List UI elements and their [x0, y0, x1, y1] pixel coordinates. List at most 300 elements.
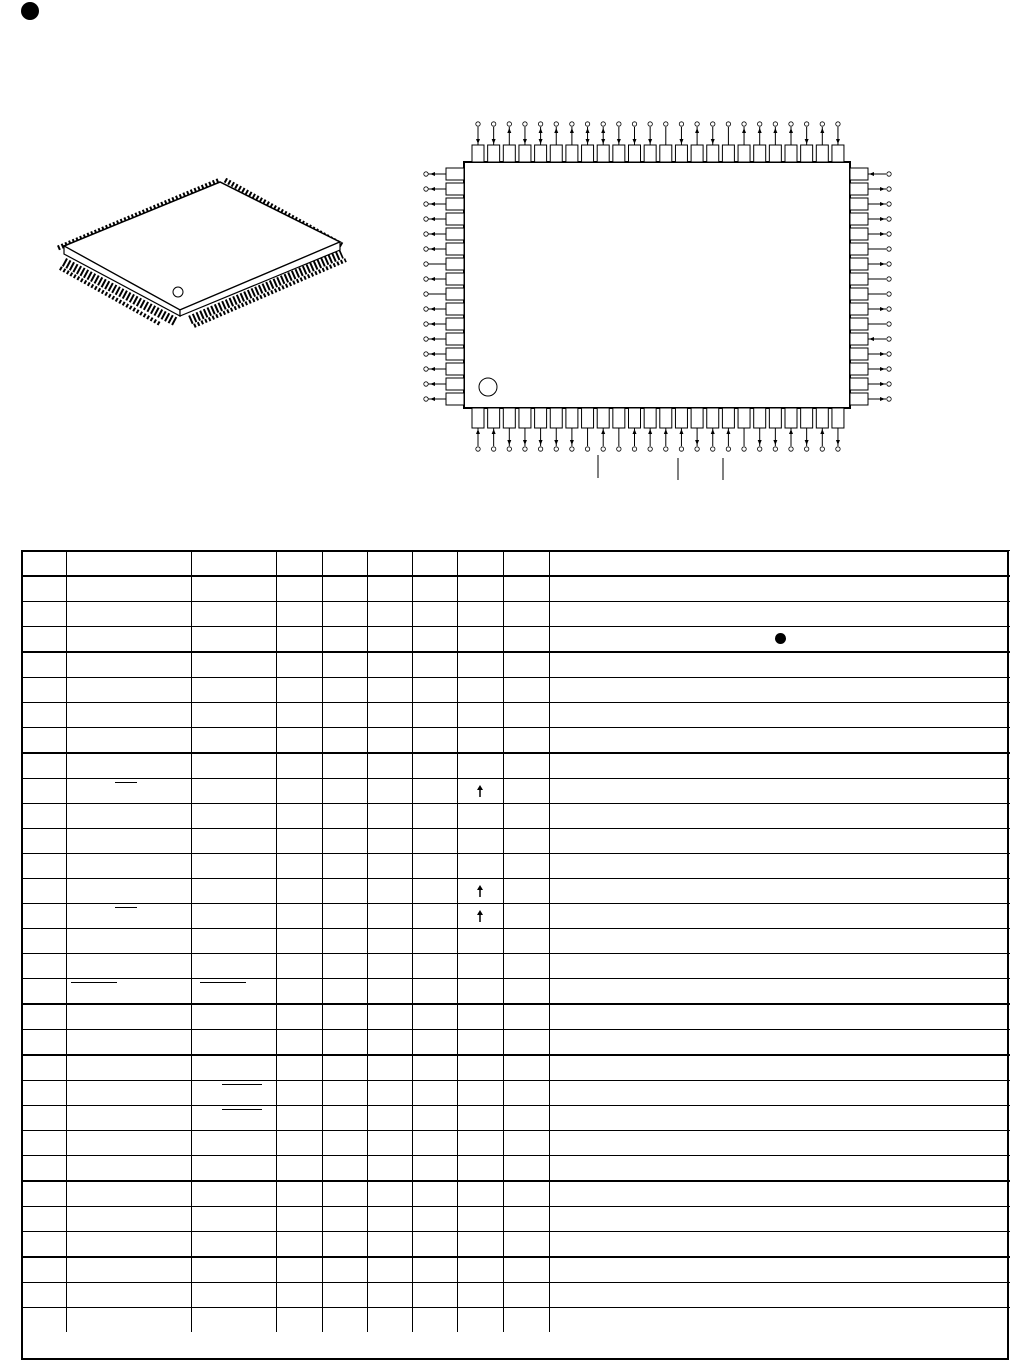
- left-pin: [446, 168, 464, 180]
- table-cell: [549, 954, 1010, 979]
- table-cell: [367, 1181, 412, 1207]
- table-cell: [457, 1055, 503, 1081]
- pin-arrow-icon: [773, 128, 777, 133]
- table-cell: [412, 879, 457, 904]
- pin-arrow-icon: [430, 217, 435, 221]
- table-row: [21, 979, 1010, 1005]
- table-cell: [322, 879, 367, 904]
- right-pin: [850, 363, 868, 375]
- right-pin: [850, 258, 868, 270]
- top-pin-terminal-icon: [648, 122, 652, 126]
- table-cell: [367, 627, 412, 653]
- table-row: [21, 678, 1010, 703]
- table-cell: [367, 879, 412, 904]
- table-cell: [66, 1207, 191, 1232]
- pin-arrow-icon: [695, 128, 699, 133]
- table-cell: [276, 929, 322, 954]
- pin-arrow-icon: [601, 128, 605, 133]
- top-pin: [550, 145, 562, 162]
- bottom-pin-terminal-icon: [711, 447, 715, 451]
- table-cell: [191, 1181, 276, 1207]
- table-cell: [367, 1156, 412, 1182]
- table-cell: [503, 1257, 549, 1283]
- pin-arrow-icon: [554, 128, 558, 133]
- table-row: [21, 1030, 1010, 1056]
- table-cell: [322, 1081, 367, 1106]
- table-header-cell: [276, 551, 322, 577]
- pin-arrow-icon: [711, 139, 715, 144]
- pin-arrow-icon: [430, 187, 435, 191]
- top-pin-terminal-icon: [820, 122, 824, 126]
- table-cell: [503, 1207, 549, 1232]
- table-cell: [66, 1055, 191, 1081]
- pin-function-table: [21, 550, 1010, 1332]
- top-pin-terminal-icon: [507, 122, 511, 126]
- table-cell: [276, 576, 322, 602]
- pin-arrow-icon: [633, 139, 637, 144]
- table-row: [21, 829, 1010, 854]
- right-pin: [850, 198, 868, 210]
- table-cell: [549, 829, 1010, 854]
- table-cell: [66, 602, 191, 627]
- table-cell: [503, 954, 549, 979]
- table-cell: [503, 728, 549, 754]
- table-cell: [191, 576, 276, 602]
- table-cell: [66, 576, 191, 602]
- top-pin: [488, 145, 500, 162]
- pin-arrow-icon: [570, 128, 574, 133]
- top-pin: [472, 145, 484, 162]
- pin-arrow-icon: [523, 139, 527, 144]
- bottom-pin: [582, 408, 594, 428]
- right-pin: [850, 273, 868, 285]
- top-pin: [675, 145, 687, 162]
- left-pin: [446, 333, 464, 345]
- pin-arrow-icon: [836, 440, 840, 445]
- table-header-cell: [322, 551, 367, 577]
- table-cell: [322, 979, 367, 1005]
- left-pin: [446, 243, 464, 255]
- table-cell: [367, 854, 412, 879]
- table-cell: [457, 829, 503, 854]
- top-pin-terminal-icon: [570, 122, 574, 126]
- table-cell: [457, 954, 503, 979]
- top-pin: [519, 145, 531, 162]
- table-cell: [21, 1131, 66, 1156]
- pin-arrow-icon: [880, 382, 885, 386]
- table-cell: [457, 602, 503, 627]
- bottom-pin: [707, 408, 719, 428]
- top-pin: [597, 145, 609, 162]
- table-cell: [503, 1081, 549, 1106]
- table-row: [21, 1257, 1010, 1283]
- table-cell: [503, 703, 549, 728]
- right-pin-terminal-icon: [887, 172, 891, 176]
- right-pin-terminal-icon: [887, 247, 891, 251]
- table-cell: [276, 1004, 322, 1030]
- table-cell: [191, 1055, 276, 1081]
- table-cell: [549, 1257, 1010, 1283]
- table-cell: [66, 779, 191, 804]
- pin-arrow-icon: [820, 429, 824, 434]
- left-pin: [446, 303, 464, 315]
- signal-overbar: [71, 982, 117, 983]
- table-cell: [457, 1181, 503, 1207]
- table-cell: [276, 728, 322, 754]
- table-cell: [457, 1232, 503, 1258]
- left-pin-terminal-icon: [424, 262, 428, 266]
- signal-overbar: [115, 782, 137, 783]
- table-cell: [412, 1156, 457, 1182]
- table-cell: [322, 728, 367, 754]
- table-cell: [412, 979, 457, 1005]
- table-cell: [66, 1257, 191, 1283]
- table-cell: [412, 829, 457, 854]
- pin-arrow-icon: [523, 440, 527, 445]
- pin-arrow-icon: [507, 128, 511, 133]
- bottom-pin: [722, 408, 734, 428]
- table-cell: [503, 1283, 549, 1308]
- pin-arrow-icon: [664, 429, 668, 434]
- top-pin: [832, 145, 844, 162]
- table-cell: [367, 1283, 412, 1308]
- right-pin: [850, 228, 868, 240]
- table-header-cell: [21, 551, 66, 577]
- right-pin: [850, 378, 868, 390]
- top-pin-terminal-icon: [491, 122, 495, 126]
- table-cell: [503, 627, 549, 653]
- table-cell: [549, 703, 1010, 728]
- bottom-pin: [738, 408, 750, 428]
- right-pin-terminal-icon: [887, 322, 891, 326]
- table-cell: [412, 1131, 457, 1156]
- table-cell: [549, 678, 1010, 703]
- table-cell: [549, 879, 1010, 904]
- pin-arrow-icon: [430, 337, 435, 341]
- table-cell: [503, 602, 549, 627]
- pin-arrow-icon: [539, 139, 543, 144]
- table-cell: [503, 779, 549, 804]
- left-pin: [446, 318, 464, 330]
- signal-overbar: [222, 1084, 262, 1085]
- up-arrow-icon: [477, 910, 483, 922]
- table-cell: [322, 829, 367, 854]
- bottom-pin: [816, 408, 828, 428]
- top-pin-terminal-icon: [789, 122, 793, 126]
- table-cell: [457, 627, 503, 653]
- table-cell: [276, 904, 322, 929]
- table-cell: [21, 576, 66, 602]
- table-row: [21, 652, 1010, 678]
- table-cell: [66, 1181, 191, 1207]
- top-pin-terminal-icon: [695, 122, 699, 126]
- table-cell: [549, 1232, 1010, 1258]
- left-pin: [446, 258, 464, 270]
- table-cell: [322, 602, 367, 627]
- table-cell: [191, 854, 276, 879]
- table-cell: [503, 979, 549, 1005]
- table-cell: [276, 1207, 322, 1232]
- table-cell: [457, 779, 503, 804]
- top-pin: [769, 145, 781, 162]
- table-cell: [412, 779, 457, 804]
- table-cell: [367, 728, 412, 754]
- table-cell: [191, 829, 276, 854]
- table-cell: [503, 678, 549, 703]
- table-row: [21, 1232, 1010, 1258]
- table-cell: [66, 979, 191, 1005]
- table-row: [21, 854, 1010, 879]
- table-cell: [276, 1030, 322, 1056]
- table-cell: [412, 703, 457, 728]
- pin-arrow-icon: [711, 429, 715, 434]
- table-cell: [66, 1131, 191, 1156]
- table-cell: [276, 1181, 322, 1207]
- table-cell: [66, 1283, 191, 1308]
- table-cell: [503, 904, 549, 929]
- top-pin: [816, 145, 828, 162]
- table-cell: [367, 1131, 412, 1156]
- left-pin: [446, 378, 464, 390]
- table-cell: [21, 753, 66, 779]
- pin-arrow-icon: [430, 367, 435, 371]
- right-pin-terminal-icon: [887, 367, 891, 371]
- table-cell: [191, 1232, 276, 1258]
- pin-arrow-icon: [880, 202, 885, 206]
- table-cell: [322, 929, 367, 954]
- table-cell: [322, 954, 367, 979]
- pin-arrow-icon: [805, 440, 809, 445]
- table-cell: [412, 753, 457, 779]
- table-cell: [276, 1081, 322, 1106]
- table-cell: [21, 829, 66, 854]
- left-pin: [446, 228, 464, 240]
- pin-arrow-icon: [880, 262, 885, 266]
- table-cell: [191, 954, 276, 979]
- table-row: [21, 929, 1010, 954]
- table-cell: [412, 627, 457, 653]
- bottom-pin-terminal-icon: [836, 447, 840, 451]
- right-pin-terminal-icon: [887, 187, 891, 191]
- table-cell: [191, 929, 276, 954]
- bottom-pin-terminal-icon: [476, 447, 480, 451]
- top-pin-terminal-icon: [601, 122, 605, 126]
- table-cell: [549, 1004, 1010, 1030]
- pin-arrow-icon: [789, 128, 793, 133]
- table-cell: [367, 829, 412, 854]
- table-cell: [191, 1030, 276, 1056]
- table-row: [21, 1081, 1010, 1106]
- table-row: [21, 1004, 1010, 1030]
- table-row: [21, 904, 1010, 929]
- table-cell: [191, 1257, 276, 1283]
- table-cell: [322, 804, 367, 829]
- table-cell: [367, 678, 412, 703]
- table-cell: [367, 1004, 412, 1030]
- table-cell: [276, 627, 322, 653]
- table-cell: [21, 627, 66, 653]
- table-cell: [66, 1156, 191, 1182]
- table-cell: [66, 703, 191, 728]
- table-cell: [457, 879, 503, 904]
- table-cell: [191, 979, 276, 1005]
- pin-arrow-icon: [679, 139, 683, 144]
- table-cell: [21, 854, 66, 879]
- table-cell: [503, 1232, 549, 1258]
- left-pin-terminal-icon: [424, 367, 428, 371]
- table-cell: [457, 979, 503, 1005]
- table-cell: [367, 804, 412, 829]
- table-header-cell: [367, 551, 412, 577]
- table-cell: [549, 1131, 1010, 1156]
- table-cell: [191, 678, 276, 703]
- right-pin: [850, 393, 868, 405]
- table-cell: [549, 576, 1010, 602]
- table-cell: [322, 1131, 367, 1156]
- pin-arrow-icon: [430, 232, 435, 236]
- table-cell: [191, 728, 276, 754]
- table-cell: [457, 576, 503, 602]
- top-pin: [738, 145, 750, 162]
- top-pin-terminal-icon: [711, 122, 715, 126]
- pin-arrow-icon: [880, 397, 885, 401]
- table-row: [21, 1308, 1010, 1333]
- table-header-cell: [191, 551, 276, 577]
- bottom-pin: [801, 408, 813, 428]
- table-row: [21, 602, 1010, 627]
- bottom-pin-terminal-icon: [695, 447, 699, 451]
- table-cell: [21, 703, 66, 728]
- table-cell: [412, 1030, 457, 1056]
- table-cell: [549, 1106, 1010, 1131]
- table-row: [21, 1055, 1010, 1081]
- table-row: [21, 1106, 1010, 1131]
- table-cell: [191, 1106, 276, 1131]
- pin-arrow-icon: [430, 382, 435, 386]
- table-header-cell: [549, 551, 1010, 577]
- table-cell: [322, 1232, 367, 1258]
- bottom-pin: [675, 408, 687, 428]
- table-cell: [66, 1232, 191, 1258]
- table-cell: [503, 879, 549, 904]
- table-cell: [21, 728, 66, 754]
- table-cell: [412, 1081, 457, 1106]
- pin-arrow-icon: [880, 352, 885, 356]
- table-cell: [322, 1257, 367, 1283]
- table-cell: [21, 1181, 66, 1207]
- table-cell: [66, 652, 191, 678]
- table-cell: [412, 576, 457, 602]
- table-cell: [191, 602, 276, 627]
- table-row: [21, 1181, 1010, 1207]
- right-pin: [850, 288, 868, 300]
- table-cell: [367, 779, 412, 804]
- table-cell: [322, 703, 367, 728]
- table-cell: [322, 1106, 367, 1131]
- table-cell: [367, 576, 412, 602]
- table-cell: [549, 1030, 1010, 1056]
- table-cell: [503, 1156, 549, 1182]
- table-cell: [412, 1055, 457, 1081]
- table-cell: [191, 804, 276, 829]
- bottom-pin: [519, 408, 531, 428]
- bottom-pin-terminal-icon: [585, 447, 589, 451]
- table-cell: [549, 627, 1010, 653]
- table-cell: [21, 1308, 66, 1333]
- table-cell: [191, 1283, 276, 1308]
- right-pin-terminal-icon: [887, 232, 891, 236]
- pin-arrow-icon: [430, 202, 435, 206]
- bottom-pin: [472, 408, 484, 428]
- bottom-pin-terminal-icon: [679, 447, 683, 451]
- pin-arrow-icon: [679, 429, 683, 434]
- signal-overbar: [200, 982, 246, 983]
- table-cell: [276, 1283, 322, 1308]
- left-pin-terminal-icon: [424, 187, 428, 191]
- table-row: [21, 879, 1010, 904]
- table-cell: [276, 1308, 322, 1333]
- table-cell: [503, 1004, 549, 1030]
- table-cell: [276, 678, 322, 703]
- top-pin: [582, 145, 594, 162]
- table-cell: [21, 954, 66, 979]
- table-cell: [367, 1232, 412, 1258]
- left-pin: [446, 198, 464, 210]
- table-cell: [66, 954, 191, 979]
- table-row: [21, 954, 1010, 979]
- table-cell: [66, 678, 191, 703]
- bottom-pin: [785, 408, 797, 428]
- table-cell: [457, 1004, 503, 1030]
- pin-arrow-icon: [789, 429, 793, 434]
- bottom-pin: [660, 408, 672, 428]
- table-cell: [21, 1232, 66, 1258]
- pin-arrow-icon: [430, 322, 435, 326]
- table-cell: [412, 728, 457, 754]
- top-pin-terminal-icon: [585, 122, 589, 126]
- right-pin: [850, 348, 868, 360]
- up-arrow-icon: [477, 785, 483, 797]
- table-cell: [412, 904, 457, 929]
- right-pin-terminal-icon: [887, 337, 891, 341]
- pin-arrow-icon: [539, 128, 543, 133]
- table-cell: [503, 576, 549, 602]
- table-cell: [191, 753, 276, 779]
- table-cell: [367, 1030, 412, 1056]
- bottom-pin: [754, 408, 766, 428]
- top-pin-terminal-icon: [758, 122, 762, 126]
- table-cell: [322, 576, 367, 602]
- table-cell: [412, 854, 457, 879]
- bottom-pin-terminal-icon: [632, 447, 636, 451]
- table-cell: [21, 879, 66, 904]
- table-cell: [66, 1106, 191, 1131]
- left-pin: [446, 183, 464, 195]
- bottom-pin: [691, 408, 703, 428]
- table-cell: [191, 1081, 276, 1106]
- table-cell: [21, 1055, 66, 1081]
- pin-arrow-icon: [476, 139, 480, 144]
- right-pin-terminal-icon: [887, 352, 891, 356]
- table-cell: [503, 652, 549, 678]
- top-pin-terminal-icon: [773, 122, 777, 126]
- bottom-pin: [503, 408, 515, 428]
- table-cell: [276, 779, 322, 804]
- table-cell: [503, 1131, 549, 1156]
- top-pin-terminal-icon: [742, 122, 746, 126]
- table-row: [21, 728, 1010, 754]
- table-row: [21, 1283, 1010, 1308]
